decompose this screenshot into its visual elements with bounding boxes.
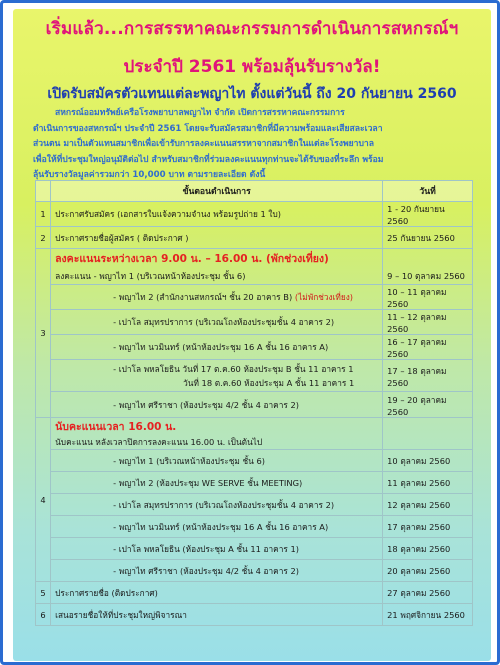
table-row — [36, 335, 473, 360]
row-description-line: วันที่ 18 ต.ค.60 ห้องประชุม A ชั้น 11 อาคาร 1 — [183, 377, 355, 388]
row-date: 20 ตุลาคม 2560 — [383, 560, 473, 582]
row-date: 21 พฤศจิกายน 2560 — [383, 604, 473, 626]
header-steps: ขั้นตอนดำเนินการ — [51, 181, 383, 202]
table-header-row — [36, 181, 473, 202]
row-number: 5 — [36, 582, 51, 604]
row-date: 17 ตุลาคม 2560 — [383, 516, 473, 538]
row-description: - พญาไท นวมินทร์ (หน้าห้องประชุม 16 A ชั้น 16 อาคาร A) — [51, 516, 383, 538]
row-description: - พญาไท ศรีราชา (ห้องประชุม 4/2 ชั้น 4 อาคาร 2) — [51, 392, 383, 418]
table-row — [36, 392, 473, 418]
table-row — [36, 249, 473, 269]
row-date: 19 – 20 ตุลาคม 2560 — [383, 392, 473, 418]
counting-heading — [51, 418, 383, 450]
row-date: 11 ตุลาคม 2560 — [383, 472, 473, 494]
table-row — [36, 202, 473, 227]
row-description: - พญาไท 2 (ห้องประชุม WE SERVE ชั้น MEETING) — [51, 472, 383, 494]
table-row — [36, 269, 473, 285]
row-date: 1 - 20 กันยายน 2560 — [383, 202, 473, 227]
table-row — [36, 604, 473, 626]
intro-paragraph — [33, 106, 477, 184]
row-date: 10 ตุลาคม 2560 — [383, 450, 473, 472]
voting-hours-heading — [51, 249, 383, 269]
row-number: 4 — [36, 418, 51, 582]
row-description: - เปาโล สมุทรปราการ (บริเวณโถงห้องประชุมชั้น 4 อาคาร 2) — [51, 494, 383, 516]
table-row — [36, 285, 473, 310]
row-description: - เปาโล พหลโยธิน (ห้องประชุม A ชั้น 11 อาคาร 1) — [51, 538, 383, 560]
row-number: 6 — [36, 604, 51, 626]
table-row — [36, 310, 473, 335]
row-date: 10 – 11 ตุลาคม 2560 — [383, 285, 473, 310]
intro-line: สหกรณ์ออมทรัพย์เครือโรงพยาบาลพญาไท จำกัด เปิดการสรรหาคณะกรรมการ — [55, 108, 345, 118]
row-number: 2 — [36, 227, 51, 249]
table-row — [36, 450, 473, 472]
table-row — [36, 494, 473, 516]
row-number: 3 — [36, 249, 51, 418]
row-description-text: - พญาไท 2 (สำนักงานสหกรณ์ฯ ชั้น 20 อาคาร B) — [113, 292, 293, 302]
header-date: วันที่ — [383, 181, 473, 202]
row-description: - พญาไท นวมินทร์ (หน้าห้องประชุม 16 A ชั้น 16 อาคาร A) — [51, 335, 383, 360]
row-description: - พญาไท ศรีราชา (ห้องประชุม 4/2 ชั้น 4 อาคาร 2) — [51, 560, 383, 582]
row-date: 25 กันยายน 2560 — [383, 227, 473, 249]
schedule-table — [35, 180, 473, 626]
row-date: 12 ตุลาคม 2560 — [383, 494, 473, 516]
title-line-2: ประจำปี 2561 พร้อมลุ้นรับรางวัล! — [123, 57, 381, 77]
row-date: 16 – 17 ตุลาคม 2560 — [383, 335, 473, 360]
row-description: ประกาศรายชื่อผู้สมัคร ( ติดประกาศ ) — [51, 227, 383, 249]
intro-line: ลุ้นรับรางวัลมูลค่ารวมกว่า 10,000 บาท ตามรายละเอียด ดังนี้ — [33, 170, 266, 180]
row-description: ลงคะแนน - พญาไท 1 (บริเวณหน้าห้องประชุม ชั้น 6) — [51, 269, 383, 285]
table-row — [36, 516, 473, 538]
row-description: เสนอรายชื่อให้ที่ประชุมใหญ่พิจารณา — [51, 604, 383, 626]
row-date — [383, 249, 473, 269]
row-description: ประกาศรายชื่อ (ติดประกาศ) — [51, 582, 383, 604]
row-description — [51, 285, 383, 310]
table-row — [36, 360, 473, 392]
table-row — [36, 538, 473, 560]
row-date: 27 ตุลาคม 2560 — [383, 582, 473, 604]
row-description: - พญาไท 1 (บริเวณหน้าห้องประชุม ชั้น 6) — [51, 450, 383, 472]
row-number: 1 — [36, 202, 51, 227]
table-row — [36, 582, 473, 604]
row-date: 11 – 12 ตุลาคม 2560 — [383, 310, 473, 335]
intro-line: เพื่อให้ที่ประชุมใหญ่อนุมัติต่อไป สำหรับสมาชิกที่ร่วมลงคะแนนทุกท่านจะได้รับของที่ระลึก พร้อม — [33, 154, 384, 165]
row-description-line: - เปาโล พหลโยธิน วันที่ 17 ต.ค.60 ห้องประชุม B ชั้น 11 อาคาร 1 — [113, 363, 354, 374]
table-row — [36, 560, 473, 582]
row-date — [383, 418, 473, 450]
row-description: ประกาศรับสมัคร (เอกสารใบแจ้งความจำนง พร้อมรูปถ่าย 1 ใบ) — [51, 202, 383, 227]
row-description: - เปาโล สมุทรปราการ (บริเวณโถงห้องประชุมชั้น 4 อาคาร 2) — [51, 310, 383, 335]
counting-time-text: นับคะแนนเวลา 16.00 น. — [55, 421, 177, 433]
header-cell — [36, 181, 51, 202]
row-date: 18 ตุลาคม 2560 — [383, 538, 473, 560]
table-row — [36, 418, 473, 450]
no-break-note: (ไม่พักช่วงเที่ยง) — [294, 292, 354, 302]
intro-line: ส่วนตน มาเป็นตัวแทนสมาชิกเพื่อเข้ารับการลงคะแนนสรรหาจากสมาชิกในแต่ละโรงพยาบาล — [33, 139, 375, 149]
counting-description: นับคะแนน หลังเวลาปิดการลงคะแนน 16.00 น. เป็นต้นไป — [55, 437, 263, 447]
row-description — [51, 360, 383, 392]
title-line-1: เริ่มแล้ว...การสรรหาคณะกรรมการดำเนินการสหกรณ์ฯ — [45, 19, 459, 39]
table-row — [36, 227, 473, 249]
voting-hours-text: ลงคะแนนระหว่างเวลา 9.00 น. – 16.00 น. (พักช่วงเที่ยง) — [55, 253, 329, 266]
intro-line: ดำเนินการของสหกรณ์ฯ ประจำปี 2561 โดยจะรับสมัครสมาชิกที่มีความพร้อมและเสียสละเวลา — [33, 123, 383, 134]
application-period-subtitle: เปิดรับสมัครตัวแทนแต่ละพญาไท ตั้งแต่วันนี้ ถึง 20 กันยายน 2560 — [47, 86, 457, 102]
row-date: 17 – 18 ตุลาคม 2560 — [383, 360, 473, 392]
table-row — [36, 472, 473, 494]
row-date: 9 – 10 ตุลาคม 2560 — [383, 269, 473, 285]
